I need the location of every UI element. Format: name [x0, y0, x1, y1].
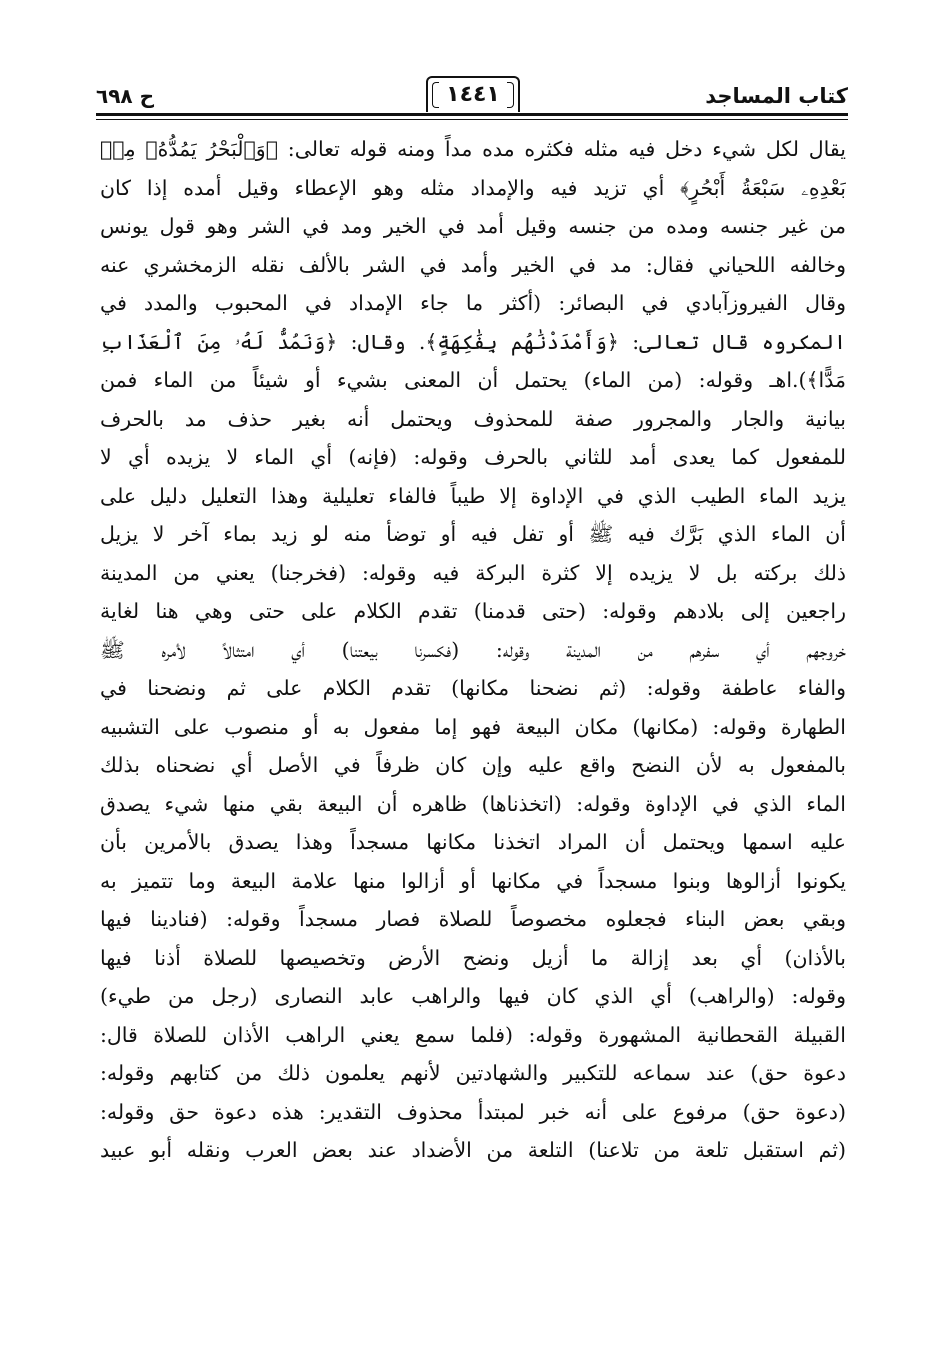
text-line: راجعين إلى بلادهم وقوله: (حتى قدمنا) تقدم الكلام على حتى وهي هنا لغاية — [100, 599, 846, 623]
text-line: المكروه قال تعالى: ﴿وَأَمْدَدْنَٰهُم بِفَٰكِهَةٍ﴾. وقال: ﴿وَنَمُدُّ لَهُۥ مِنَ ٱلْعَذَابِ — [100, 329, 846, 354]
text-line: وخالفه اللحياني فقال: مد في الخير وأمد في الشر بالألف نقله الزمخشري عنه — [100, 252, 846, 277]
text-line: يقال لكل شيء دخل فيه مثله فكثره مده مداً ومنه قوله تعالى: ﴿وَٱلْبَحْرُ يَمُدُّهُۥ مِنۢ — [100, 137, 846, 161]
book-title: كتاب المساجد — [705, 84, 848, 108]
text-line: للمفعول كما يعدى أمد للثاني بالحرف وقوله: (فإنه) أي الماء لا يزيده أي لا — [100, 445, 846, 469]
text-line: وبقي بعض البناء فجعلوه مخصوصاً للصلاة فصار مسجداً وقوله: (فنادينا فيها — [100, 907, 846, 931]
text-line: (دعوة حق) مرفوع على أنه خبر لمبتدأ محذوف التقدير: هذه دعوة حق وقوله: — [100, 1099, 846, 1124]
text-line: ذلك بركته بل لا يزيده إلا كثرة البركة فيه وقوله: (فخرجنا) يعني من المدينة — [100, 560, 846, 585]
text-line: عليه اسمها ويحتمل أن المراد اتخذنا مكانها مسجداً وهذا يصدق بالأمرين بأن — [100, 830, 846, 854]
text-line: بيانية والجار والمجرور صفة للمحذوف ويحتمل أنه بغير حذف مد بالحرف — [100, 406, 846, 431]
hadith-reference: ح ٦٩٨ — [96, 84, 155, 108]
text-line: (ثم استقبل تلعة من تلاعنا) التلعة من الأضداد عند بعض العرب ونقله أبو عبيد — [100, 1138, 846, 1162]
text-line: يزيد الماء الطيب الذي في الإداوة إلا طيباً فالفاء تعليلية وهذا التعليل دليل على — [100, 483, 846, 508]
text-line: دعوة حق) عند سماعه للتكبير والشهادتين لأنهم يعلمون ذلك من كتابهم وقوله: — [100, 1061, 846, 1085]
text-line: وقال الفيروزآبادي في البصائر: (أكثر ما جاء الإمداد في المحبوب والمدد في — [100, 291, 846, 315]
text-line: الطهارة وقوله: (مكانها) مكان البيعة فهو إما مفعول به أو منصوب على التشبيه — [100, 714, 846, 739]
text-line: مَدًّا﴾).اهـ وقوله: (من الماء) يحتمل أن المعنى بشيء أو شيئاً من الماء فمن — [100, 368, 846, 392]
header-rule-thin — [96, 119, 848, 120]
text-line: يكونوا أزالوها وبنوا مسجداً في مكانها أو أزالوا منها علامة البيعة وما تتميز به — [100, 868, 846, 893]
page-header — [96, 76, 848, 116]
text-line: الماء الذي في الإداوة وقوله: (اتخذناها) ظاهره أن البيعة بقي منها شيء يصدق — [100, 791, 846, 816]
text-line: والفاء عاطفة وقوله: (ثم نضحنا مكانها) تقدم الكلام على ثم ونضحنا في — [100, 676, 846, 700]
text-line: القبيلة القحطانية المشهورة وقوله: (فلما سمع يعني الراهب الأذان للصلاة قال: — [100, 1022, 846, 1047]
commentary-text — [100, 130, 846, 1170]
text-line: أن الماء الذي بَرَّك فيه ﷺ أو تفل فيه أو توضأ منه لو زيد بماء آخر لا يزيل — [100, 522, 846, 546]
text-line: وقوله: (والراهب) أي الذي كان فيها والراهب عابد النصارى (رجل من طيء) — [100, 984, 846, 1008]
text-line: بَعْدِهِۦ سَبْعَةُ أَبْحُرٍ﴾ أي تزيد فيه والإمداد مثله وهو الإعطاء وقيل أمده إذا كان — [100, 175, 846, 200]
header-rule-thick — [96, 113, 848, 116]
text-line: خروجهم أي سفرهم من المدينة وقوله: (فكسرنا بيعتنا) أي امتثالاً لأمره ﷺ — [100, 637, 846, 662]
text-line: بالمفعول به لأن النضح واقع عليه وإن كان ظرفاً في الأصل أي نضحناه بذلك — [100, 753, 846, 777]
text-line: بالأذان) أي بعد إزالة ما أزيل ونضح الأرض وتخصيصها للصلاة أذنا فيها — [100, 945, 846, 970]
text-line: من غير جنسه ومده من جنسه وقيل أمد في الخير ومد في الشر وهو قول يونس — [100, 214, 846, 238]
page-number: ١٤٤١ — [426, 76, 520, 112]
